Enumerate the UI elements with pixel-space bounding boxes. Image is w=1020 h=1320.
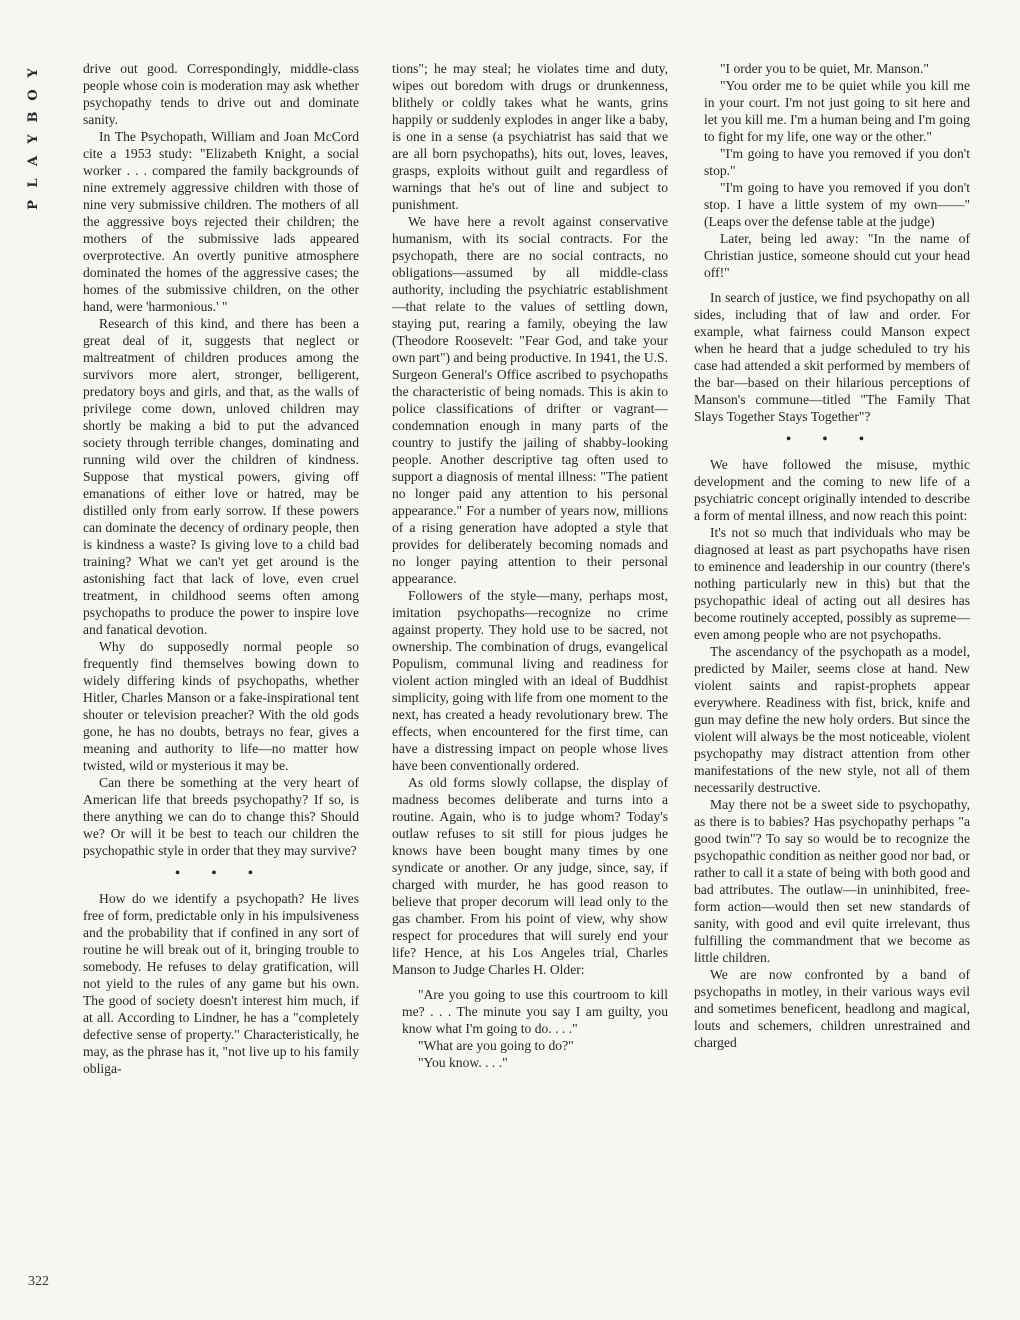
quoted-dialogue: "You order me to be quiet while you kill me in your court. I'm not just going to sit here and let you kill me. I'm a human being and I'm going to fight for my life, one way or the other." [704, 78, 970, 144]
article-paragraph: We have followed the misuse, mythic development and the coming to new life of a psychiatric concept originally intended to describe a form of mental illness, and now reach this point: [694, 457, 970, 523]
article-paragraph: It's not so much that individuals who may be diagnosed at least as part psychopaths have risen to eminence and leadership in our country (there's nothing particularly new in this) but that the psychopathic ideal of acting out all desires has become routinely accepted, possibly as supreme—even among people who are not psychopaths. [694, 525, 970, 642]
article-paragraph: As old forms slowly collapse, the display of madness becomes deliberate and turns into a routine. Again, who is to judge whom? Today's outlaw refuses to sit still for pious judges he knows have been bought many times by one syndicate or another. Or any judge, since, say, if charged with murder, he has good reason to believe that proper decorum will lead only to the gas chamber. From his point of view, why show respect for procedures that will surely end your life? Hence, at his Los Angeles trial, Charles Manson to Judge Charles H. Older: [392, 775, 668, 977]
quoted-dialogue: "I order you to be quiet, Mr. Manson." [720, 61, 929, 76]
article-column-3 [694, 60, 970, 1051]
quoted-dialogue: "What are you going to do?" [418, 1038, 574, 1053]
masthead-letter: Y [26, 68, 41, 78]
article-paragraph: Why do supposedly normal people so frequently find themselves bowing down to widely differing kinds of psychopaths, whether Hitler, Charles Manson or a fake-inspirational tent shouter or television preacher? With the old gods gone, he has no doubts, betrays no fear, gives a meaning and authority to life—no matter how twisted, wild or mysterious it may be. [83, 639, 359, 773]
masthead-letter: P [26, 200, 41, 210]
quoted-dialogue: "I'm going to have you removed if you don't stop." [704, 146, 970, 178]
article-paragraph: In search of justice, we find psychopathy on all sides, including that of law and order. For example, what fairness could Manson expect when he heard that a judge scheduled to try his case had attended a skit performed by members of the bar—based on their hilarious perceptions of Manson's commune—titled "The Family That Slays Together Stays Together"? [694, 290, 970, 424]
article-paragraph: In The Psychopath, William and Joan McCord cite a 1953 study: "Elizabeth Knight, a social worker . . . compared the family backgrounds of nine extremely aggressive children with those of nine very submissive children. The mothers of all the aggressive boys rejected their children; the mothers of the submissive lads appeared overprotective. An overtly punitive atmosphere dominated the homes of the aggressive cases; the homes of the submissive children, on the other hand, were 'harmonious.' " [83, 129, 359, 314]
article-column-2 [392, 60, 668, 1071]
article-paragraph: We are now confronted by a band of psychopaths in motley, in their various ways evil and sometimes beneficent, headlong and magical, louts and schemers, children unrestrained and charged [694, 967, 970, 1050]
article-paragraph: The ascendancy of the psychopath as a model, predicted by Mailer, seems close at hand. New violent saints and rapist-prophets appear everywhere. Readiness with fist, brick, knife and gun may define the new holy orders. But since the violent will always be the most noticeable, violent psychopathy may distract attention from other manifestations of the new style, not all of them necessarily destructive. [694, 644, 970, 795]
article-paragraph: Research of this kind, and there has been a great deal of it, suggests that neglect or maltreatment of children produces among the survivors more alert, stronger, belligerent, predatory boys and girls, and that, as the walls of privilege come down, unloved children may shortly be making a bid to put the advanced society through terrible changes, dominating and running wild over the children of kindness. Suppose that mystical powers, giving off emanations of either love or hatred, may be distilled only from early sorrow. If these powers can dominate the decency of ordinary people, then is kindness a waste? Is giving love to a child bad training? What we can't yet get around is the astonishing fact that lack of love, even cruel treatment, in childhood seems often among psychopaths to produce the power to inspire love and fanatical devotion. [83, 316, 359, 637]
magazine-masthead-vertical [14, 62, 54, 216]
article-column-1 [83, 60, 359, 1077]
masthead-letter: L [26, 178, 41, 188]
article-paragraph: drive out good. Correspondingly, middle-class people whose coin is moderation may ask whether psychopathy tends to drive out and dominate sanity. [83, 61, 359, 127]
article-paragraph: We have here a revolt against conservative humanism, with its social contracts. For the psychopath, there are no social contracts, no obligations—assumed by all middle-class authority, including the psychiatric establishment—that relate to the values of settling down, staying put, rearing a family, obeying the law (Theodore Roosevelt: "Fear God, and take your own part") and being productive. In 1941, the U.S. Surgeon General's Office ascribed to psychopaths the characteristic of being nomads. This is akin to police classifications of drifter or vagrant—condemnation enough in many parts of the country to justify the jailing of shabby-looking people. Another descriptive tag often used to support a diagnosis of mental illness: "The patient no longer paid any attention to his personal appearance." For a number of years now, millions of a rising generation have adopted a style that provides for deliberately becoming nomads and no longer paying attention to their personal appearance. [392, 214, 668, 586]
page-number: 322 [28, 1274, 49, 1289]
quoted-dialogue: Later, being led away: "In the name of Christian justice, someone should cut your head off!" [704, 231, 970, 280]
quoted-dialogue: "I'm going to have you removed if you don't stop. I have a little system of my own——" (Leaps over the defense table at the judge) [704, 180, 970, 229]
masthead-letter: O [26, 89, 41, 101]
section-separator: • • • [175, 866, 267, 881]
masthead-letter: A [26, 155, 41, 167]
article-paragraph: Can there be something at the very heart of American life that breeds psychopathy? If so, is there anything we can do to change this? Should we? Or will it be best to teach our children the psychopathic style in order that they may survive? [83, 775, 359, 858]
article-paragraph: May there not be a sweet side to psychopathy, as there is to babies? Has psychopathy perhaps "a good twin"? To say so would be to recognize the psychopathic condition as neither good nor bad, or rather to call it a state of being with both good and bad attributes. The outlaw—in uninhibited, free-form action—would then set new standards of sanity, with good and evil quite irrelevant, thus fulfilling the commandment that we become as little children. [694, 797, 970, 965]
quoted-dialogue: "You know. . . ." [418, 1055, 508, 1070]
masthead-letter: Y [26, 134, 41, 144]
section-separator: • • • [786, 432, 878, 447]
article-paragraph: Followers of the style—many, perhaps most, imitation psychopaths—recognize no crime against property. They hold use to be sacred, not ownership. The combination of drugs, evangelical Populism, communal living and readiness for violent action mingled with an ideal of Buddhist simplicity, going with life from one moment to the next, has created a heady revolutionary brew. The effects, when encountered for the first time, can have a distressing impact on people whose lives have been conventionally ordered. [392, 588, 668, 773]
quoted-dialogue: "Are you going to use this courtroom to kill me? . . . The minute you say I am guilty, you know what I'm going to do. . . ." [402, 987, 668, 1036]
article-paragraph: How do we identify a psychopath? He lives free of form, predictable only in his impulsiveness and the probability that if confined in any sort of routine he will break out of it, bringing trouble to somebody. He refuses to delay gratification, will not yield to the rules of any game but his own. The good of society doesn't interest him much, if at all. According to Lindner, he has a "completely defective sense of property." Characteristically, he may, as the phrase has it, "not live up to his family obliga- [83, 891, 359, 1076]
masthead-letter: B [26, 111, 41, 123]
article-paragraph: tions"; he may steal; he violates time and duty, wipes out boredom with drugs or drunkenness, blithely or coldly takes what he wants, grins happily or suddenly explodes in anger like a baby, is one in a sense (a psychiatrist has said that we are all born psychopaths), hits out, loves, leaves, grasps, exploits without guilt and regardless of warnings that he's out of line and subject to punishment. [392, 61, 668, 212]
